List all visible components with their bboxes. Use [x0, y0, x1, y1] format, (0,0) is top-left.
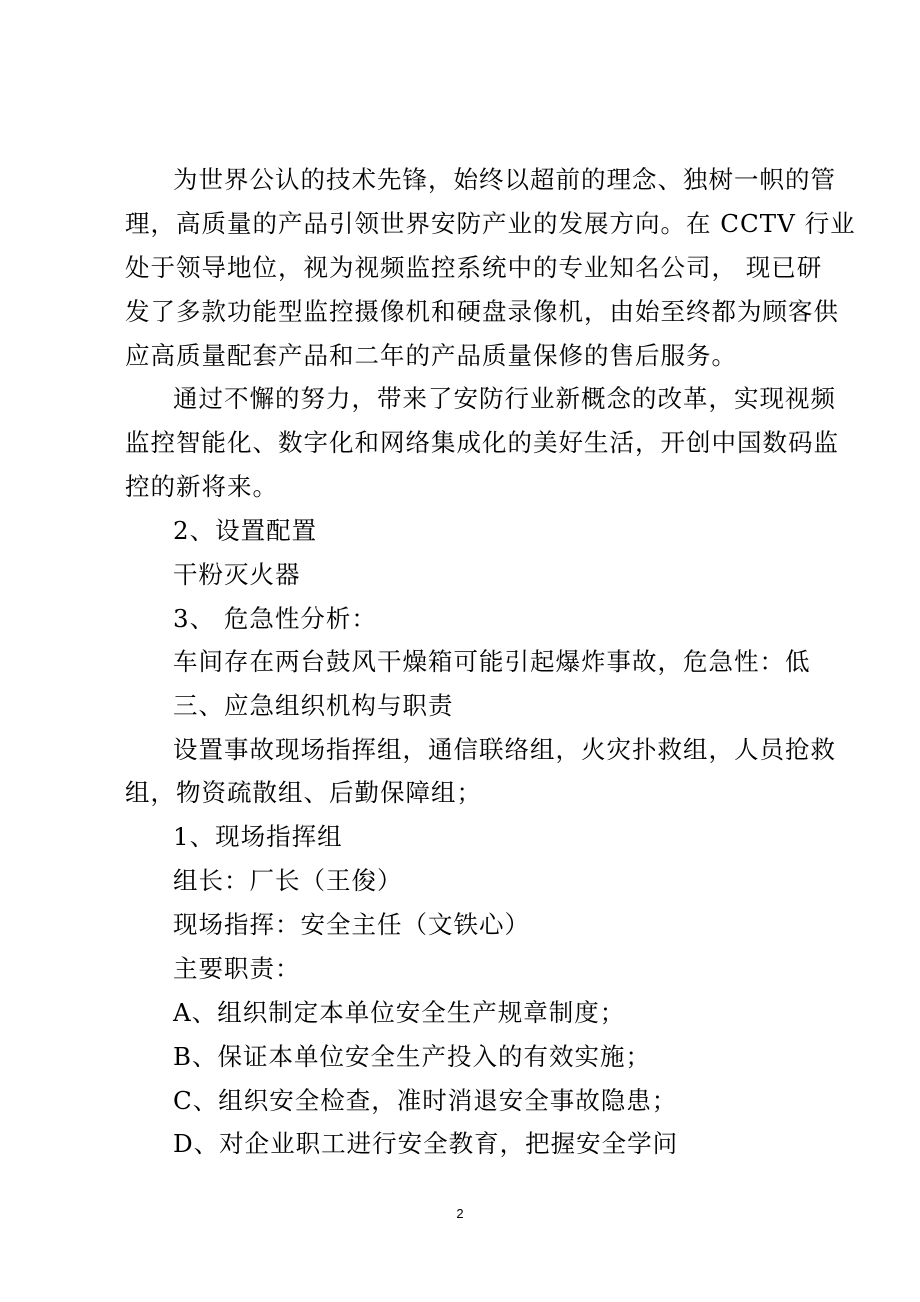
paragraph-line: 设置事故现场指挥组，通信联络组，火灾扑救组，人员抢救 — [173, 735, 836, 764]
paragraph-line: 监控智能化、数字化和网络集成化的美好生活，开创中国数码监 — [125, 428, 839, 457]
paragraph-line: 处于领导地位，视为视频监控系统中的专业知名公司， 现已研 — [125, 253, 823, 282]
paragraph-line: 应高质量配套产品和二年的产品质量保修的售后服务。 — [125, 341, 737, 370]
paragraph-line: 发了多款功能型监控摄像机和硬盘录像机，由始至终都为顾客供 — [125, 297, 839, 326]
paragraph-line: 车间存在两台鼓风干燥箱可能引起爆炸事故，危急性：低 — [173, 647, 811, 676]
paragraph-line: 现场指挥：安全主任（文铁心） — [173, 910, 530, 939]
section-heading: 1、现场指挥组 — [173, 822, 343, 851]
section-heading: 2、设置配置 — [173, 516, 318, 545]
paragraph-line: 控的新将来。 — [125, 472, 278, 501]
section-heading: 3、 危急性分析： — [173, 604, 377, 633]
paragraph-line: 组长：厂长（王俊） — [173, 866, 403, 895]
list-item: A、组织制定本单位安全生产规章制度； — [173, 998, 626, 1027]
paragraph-line: 主要职责： — [173, 954, 301, 983]
paragraph-line: 理，高质量的产品引领世界安防产业的发展方向。在 CCTV 行业 — [125, 209, 856, 238]
page-number: 2 — [456, 1206, 464, 1221]
list-item: C、组织安全检查，准时消退安全事故隐患； — [173, 1086, 678, 1115]
list-item: D、对企业职工进行安全教育，把握安全学问 — [173, 1129, 679, 1158]
paragraph-line: 组，物资疏散组、后勤保障组； — [125, 778, 482, 807]
list-item: B、保证本单位安全生产投入的有效实施； — [173, 1042, 652, 1071]
paragraph-line: 为世界公认的技术先锋，始终以超前的理念、独树一帜的管 — [173, 165, 836, 194]
paragraph-line: 通过不懈的努力，带来了安防行业新概念的改革，实现视频 — [173, 384, 836, 413]
paragraph-line: 干粉灭火器 — [173, 560, 301, 589]
section-heading: 三、应急组织机构与职责 — [173, 691, 454, 720]
